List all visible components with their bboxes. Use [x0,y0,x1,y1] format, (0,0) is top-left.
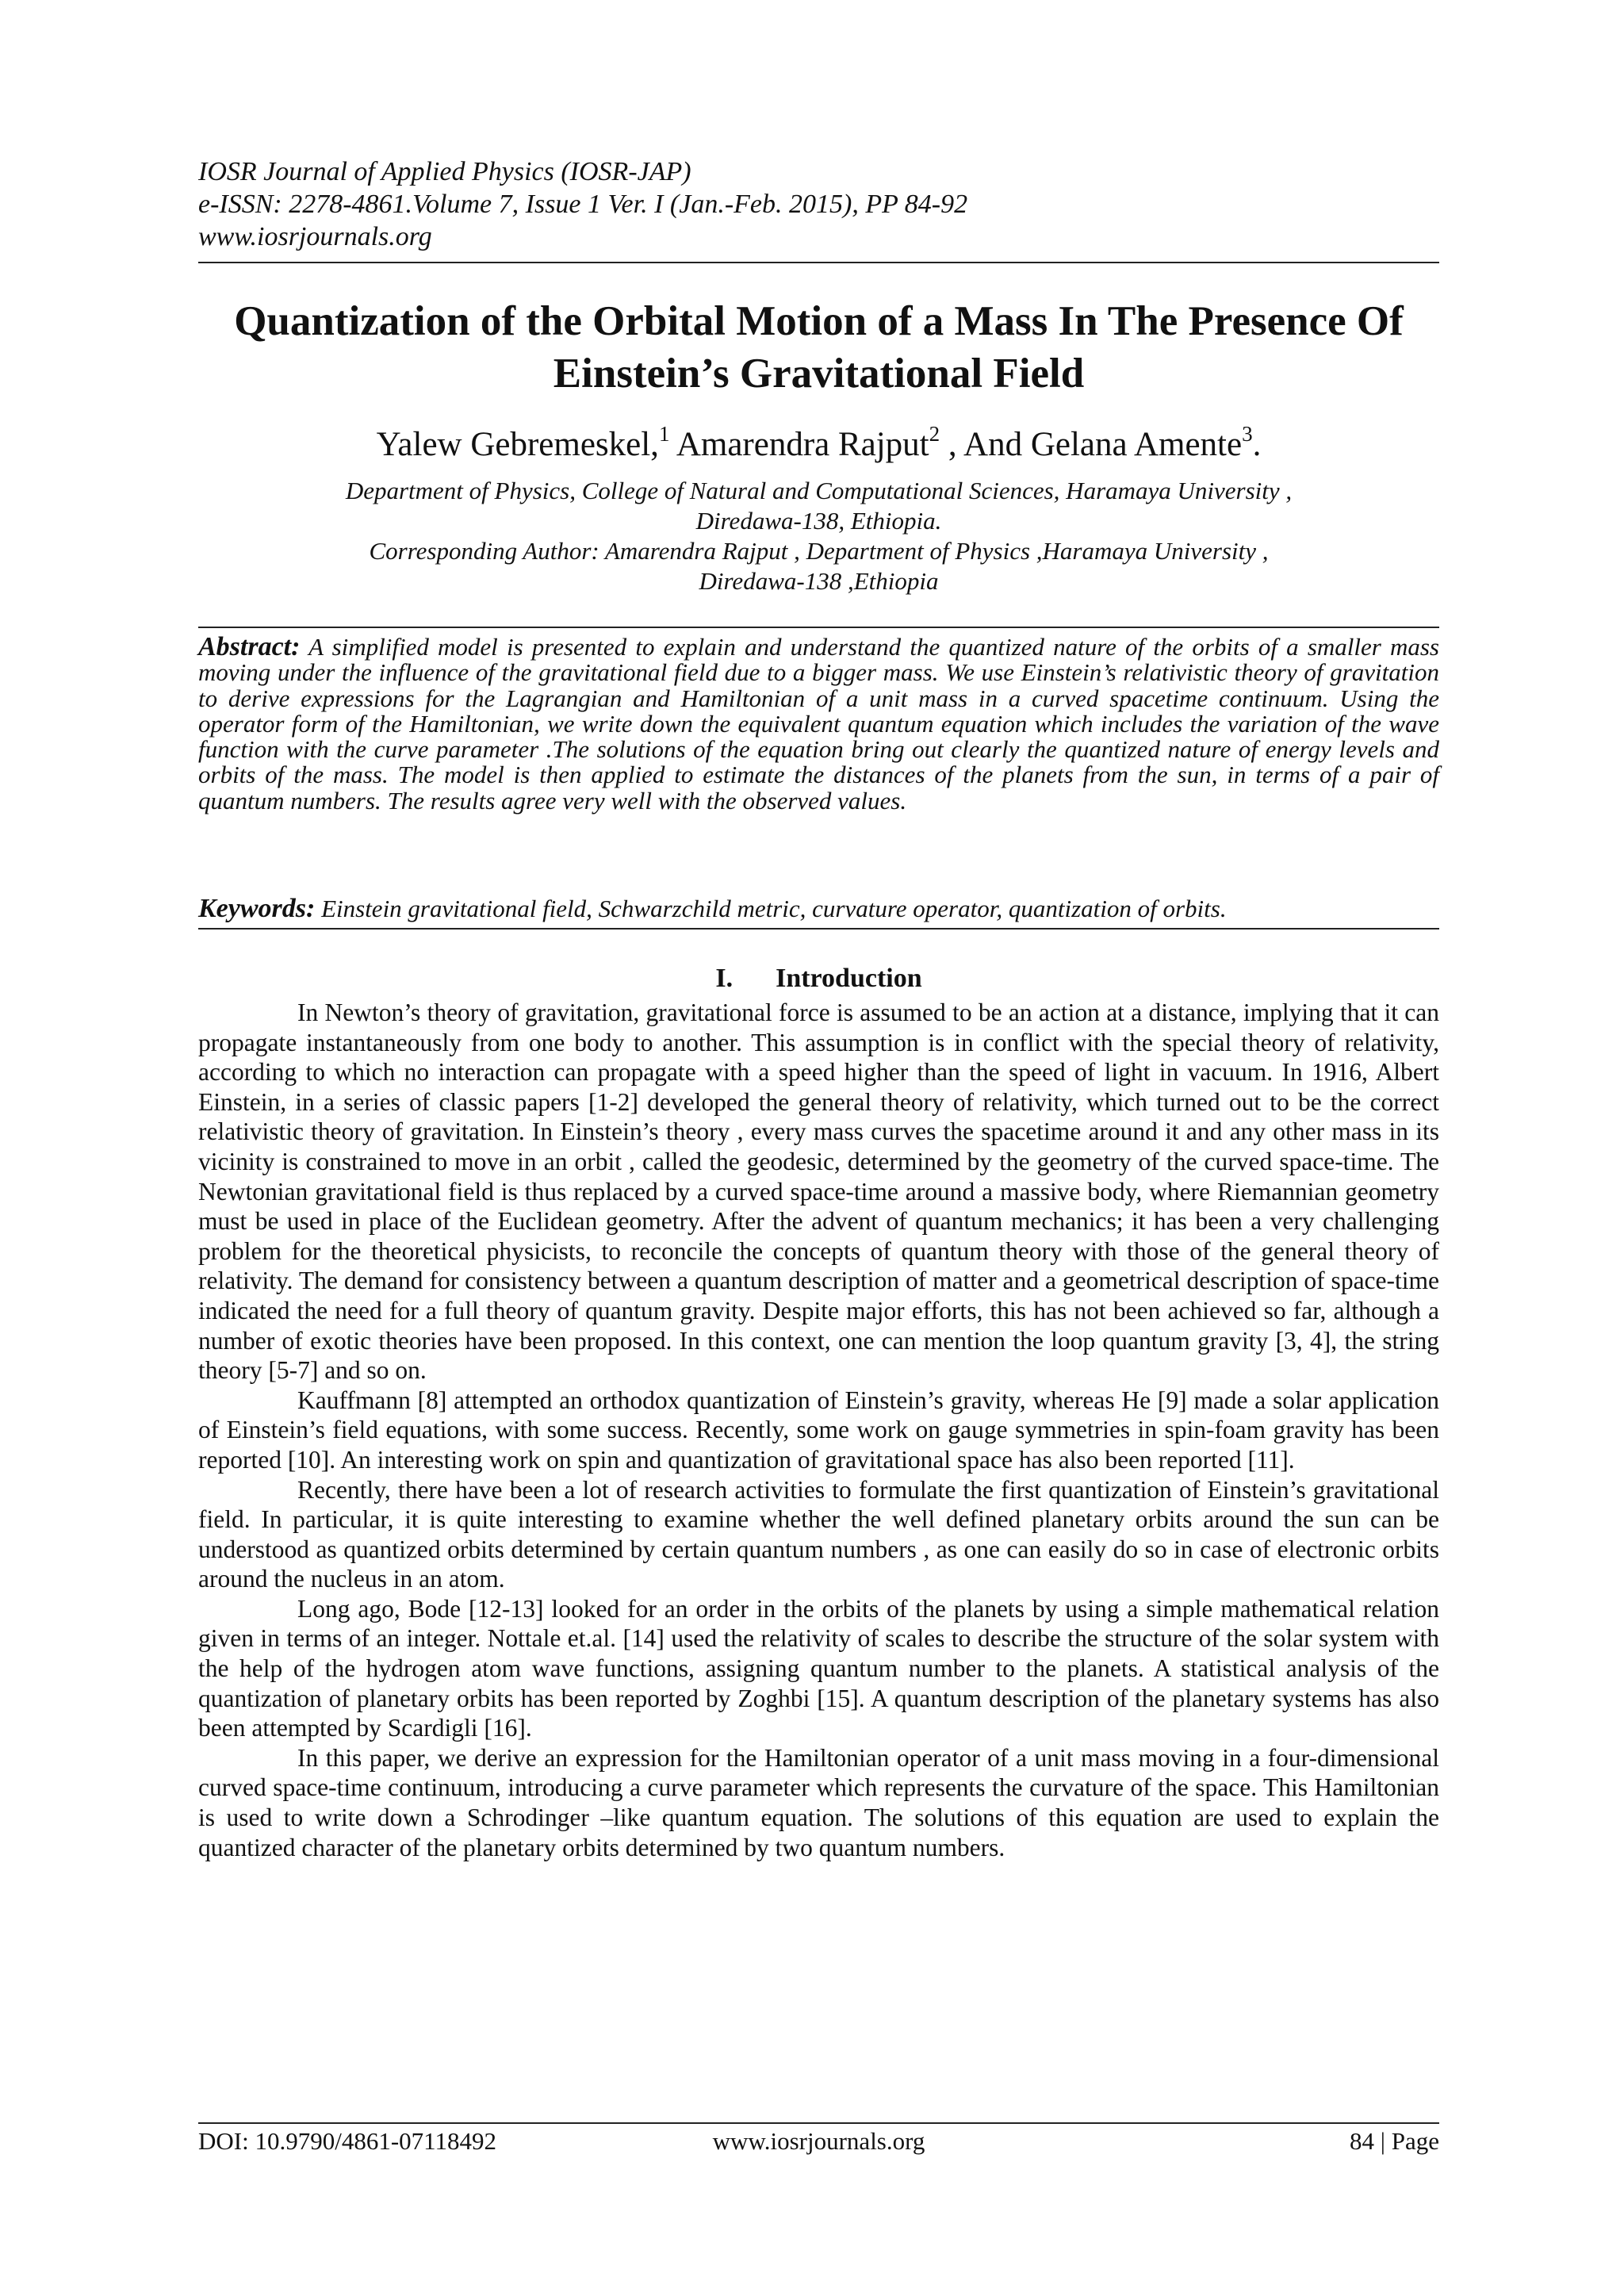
author-3: , And Gelana Amente [948,426,1243,463]
journal-issue: e-ISSN: 2278-4861.Volume 7, Issue 1 Ver. I (Jan.-Feb. 2015), PP 84-92 [198,190,968,219]
title-line-2: Einstein’s Gravitational Field [553,351,1085,397]
abstract-label: Abstract: [198,632,301,661]
affiliation-block [198,476,1439,596]
page-footer [198,2125,1439,2157]
abstract-text: A simplified model is presented to explain and understand the quantized nature of the orbits of a smaller mass moving under the influence of the gravitational field due to a bigger mass. We use Einstein’s relativistic theory of gravitation to derive expressions for the Lagrangian and Hamiltonian of a unit mass in a curved spacetime continuum. Using the operator form of the Hamiltonian, we write down the equivalent quantum equation which includes the variation of the wave function with the curve parameter .The solutions of the equation bring out clearly the quantized nature of energy levels and orbits of the mass. The model is then applied to estimate the distances of the planets from the sun, in terms of a pair of quantum numbers. The results agree very well with the observed values. [198,633,1439,815]
author-2-affil-mark: 2 [929,422,940,446]
footer-doi: DOI: 10.9790/4861-07118492 [198,2127,496,2155]
journal-name: IOSR Journal of Applied Physics (IOSR-JAP) [198,157,691,186]
corresponding-author-line-2: Diredawa-138 ,Ethiopia [699,567,939,595]
abstract [198,634,1439,814]
paragraph: Kauffmann [8] attempted an orthodox quantization of Einstein’s gravity, whereas He [9] made a solar application of Einstein’s field equations, with some success. Recently, some work on gauge symmetries in spin-foam gravity has been reported [10]. An interesting work on spin and quantization of gravitational space has also been reported [11]. [198,1386,1439,1474]
header-rule [198,262,1439,263]
keywords-text: Einstein gravitational field, Schwarzchild metric, curvature operator, quantization of orbits. [321,895,1227,922]
section-number: I. [715,964,733,993]
section-title: Introduction [776,964,922,993]
footer-page-number: 84 | Page [1350,2127,1439,2155]
introduction-body [198,998,1439,1862]
footer-website: www.iosrjournals.org [712,2127,925,2155]
keywords-label: Keywords: [198,894,316,923]
affiliation-line-1: Department of Physics, College of Natural and Computational Sciences, Haramaya University , [345,477,1293,504]
author-1: Yalew Gebremeskel, [376,426,659,463]
paper-title [198,295,1439,400]
author-list [198,424,1439,466]
paragraph: Recently, there have been a lot of research activities to formulate the first quantization of Einstein’s gravitational field. In particular, it is quite interesting to examine whether the well defined planetary orbits around the sun can be understood as quantized orbits determined by certain quantum numbers , as one can easily do so in case of electronic orbits around the nucleus in an atom. [198,1475,1439,1593]
journal-website: www.iosrjournals.org [198,222,432,251]
abstract-bottom-rule [198,928,1439,930]
author-list-end: . [1252,426,1262,463]
abstract-top-rule [198,627,1439,628]
author-2: Amarendra Rajput [676,426,929,463]
footer-rule [198,2122,1439,2124]
journal-header [198,155,1435,253]
author-3-affil-mark: 3 [1242,422,1253,446]
keywords [198,895,1439,923]
section-heading [198,963,1439,995]
title-line-1: Quantization of the Orbital Motion of a Mass In The Presence Of [234,298,1404,344]
corresponding-author-line-1: Corresponding Author: Amarendra Rajput , Department of Physics ,Haramaya University , [369,537,1269,565]
paragraph: In Newton’s theory of gravitation, gravitational force is assumed to be an action at a distance, implying that it can propagate instantaneously from one body to another. This assumption is in conflict with the special theory of relativity, according to which no interaction can propagate with a speed higher than the speed of light in vacuum. In 1916, Albert Einstein, in a series of classic papers [1-2] developed the general theory of relativity, which turned out to be the correct relativistic theory of gravitation. In Einstein’s theory , every mass curves the spacetime around it and any other mass in its vicinity is constrained to move in an orbit , called the geodesic, determined by the geometry of the curved space-time. The Newtonian gravitational field is thus replaced by a curved space-time around a massive body, where Riemannian geometry must be used in place of the Euclidean geometry. After the advent of quantum mechanics; it has been a very challenging problem for the theoretical physicists, to reconcile the concepts of quantum theory with those of the general theory of relativity. The demand for consistency between a quantum description of matter and a geometrical description of space-time indicated the need for a full theory of quantum gravity. Despite major efforts, this has not been achieved so far, although a number of exotic theories have been proposed. In this context, one can mention the loop quantum gravity [3, 4], the string theory [5-7] and so on. [198,999,1439,1385]
author-1-affil-mark: 1 [658,422,670,446]
affiliation-line-2: Diredawa-138, Ethiopia. [695,507,942,535]
paragraph: Long ago, Bode [12-13] looked for an order in the orbits of the planets by using a simple mathematical relation given in terms of an integer. Nottale et.al. [14] used the relativity of scales to describe the structure of the solar system with the help of the hydrogen atom wave functions, assigning quantum number to the planets. A statistical analysis of the quantization of planetary orbits has been reported by Zoghbi [15]. A quantum description of the planetary systems has also been attempted by Scardigli [16]. [198,1594,1439,1742]
paragraph: In this paper, we derive an expression for the Hamiltonian operator of a unit mass moving in a four-dimensional curved space-time continuum, introducing a curve parameter which represents the curvature of the space. This Hamiltonian is used to write down a Schrodinger –like quantum equation. The solutions of this equation are used to explain the quantized character of the planetary orbits determined by two quantum numbers. [198,1743,1439,1861]
